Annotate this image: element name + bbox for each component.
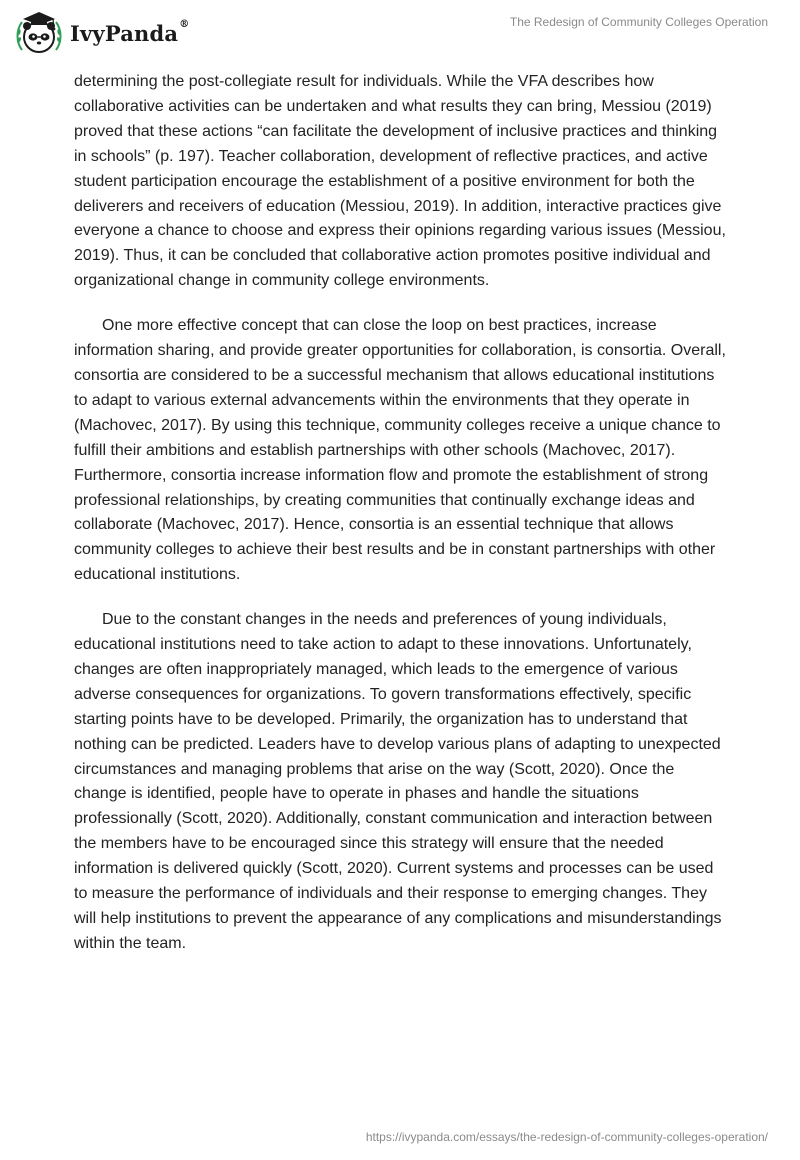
document-title: The Redesign of Community Colleges Operation	[509, 15, 768, 29]
source-url-link[interactable]: https://ivypanda.com/essays/the-redesign-of-community-colleges-operation/	[365, 1130, 768, 1144]
brand-name: IvyPanda®	[70, 18, 190, 46]
page-header	[0, 0, 800, 70]
essay-body	[74, 70, 730, 977]
paragraph: determining the post-collegiate result for individuals. While the VFA describes how collaborative activities can be undertaken and what results they can bring, Messiou (2019) proved that these actions “can facilitate the development of inclusive practices and thinking in schools” (p. 197). Teacher collaboration, development of reflective practices, and active student participation encourage the establishment of a positive environment for both the deliverers and receivers of education (Messiou, 2019). In addition, interactive practices give everyone a chance to choose and express their opinions regarding various issues (Messiou, 2019). Thus, it can be concluded that collaborative action promotes positive individual and organizational change in community college environments.	[74, 73, 726, 290]
paragraph: One more effective concept that can close the loop on best practices, increase information sharing, and provide greater opportunities for collaboration, is consortia. Overall, consortia are considered to be a successful mechanism that allows educational institutions to adapt to various external advancements within the environments that they operate in (Machovec, 2017). By using this technique, community colleges receive a unique chance to fulfill their ambitions and establish partnerships with other schools (Machovec, 2017). Furthermore, consortia increase information flow and promote the establishment of strong professional relationships, by creating communities that continually exchange ideas and collaborate (Machovec, 2017). Hence, consortia is an essential technique that allows community colleges to achieve their best results and be in constant partnerships with other educational institutions.	[74, 317, 726, 584]
registered-mark: ®	[179, 18, 190, 30]
paragraph: Due to the constant changes in the needs and preferences of young individuals, educational institutions need to take action to adapt to these innovations. Unfortunately, changes are often inappropriately managed, which leads to the emergence of various adverse consequences for organizations. To govern transformations effectively, specific starting points have to be developed. Primarily, the organization has to understand that nothing can be predicted. Leaders have to develop various plans of adapting to unexpected circumstances and managing problems that arise on the way (Scott, 2020). Once the change is identified, people have to operate in phases and handle the situations professionally (Scott, 2020). Additionally, constant communication and interaction between the members have to be encouraged since this strategy will ensure that the needed information is delivered quickly (Scott, 2020). Current systems and processes can be used to measure the performance of individuals and their response to emerging changes. They will help institutions to prevent the appearance of any complications and misunderstandings within the team.	[74, 611, 722, 952]
ivypanda-logo[interactable]	[14, 8, 189, 58]
panda-graduate-logo-icon	[14, 10, 64, 56]
